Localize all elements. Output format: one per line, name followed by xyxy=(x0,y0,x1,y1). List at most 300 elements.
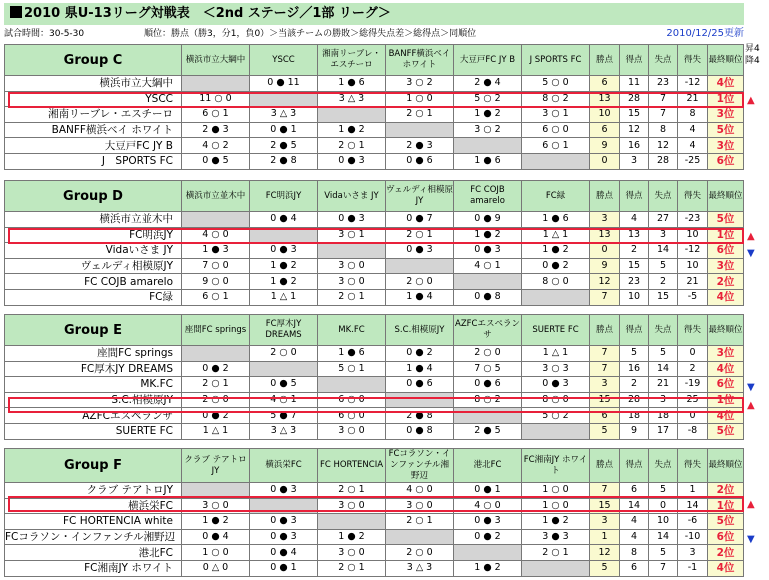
opponent-header: 横浜栄FC xyxy=(250,449,318,483)
match-result: 2 ○ 0 xyxy=(386,274,454,290)
table-row xyxy=(5,498,744,514)
stat-gf: 15 xyxy=(620,258,649,274)
opponent-header: 湘南リーブレ・エスチーロ xyxy=(318,45,386,76)
relegation-arrow-icon: ▼ xyxy=(747,248,755,260)
final-rank: 5位 xyxy=(708,514,744,530)
match-result: 2 ○ 1 xyxy=(386,227,454,243)
table-row xyxy=(5,107,744,123)
match-result: 6 ○ 0 xyxy=(522,122,590,138)
update-date: 2010/12/25更新 xyxy=(666,28,744,39)
match-result: 5 ○ 2 xyxy=(454,91,522,107)
info-bar xyxy=(4,27,744,41)
stat-gf: 8 xyxy=(620,545,649,561)
stat-gf: 6 xyxy=(620,483,649,499)
match-result: 1 ● 2 xyxy=(250,258,318,274)
match-result: 0 ● 2 xyxy=(522,258,590,274)
match-result: 0 ● 6 xyxy=(386,153,454,169)
match-result: 2 ○ 1 xyxy=(318,289,386,305)
stat-pts: 10 xyxy=(590,107,620,123)
stat-pts: 5 xyxy=(590,560,620,576)
stat-gd: -23 xyxy=(678,212,708,228)
match-result: 0 ● 3 xyxy=(250,514,318,530)
group-table xyxy=(4,448,744,577)
group-table xyxy=(4,44,744,170)
stat-gd: 2 xyxy=(678,361,708,377)
group-name: Group F xyxy=(5,449,182,483)
stat-header: 得失 xyxy=(678,45,708,76)
stat-header: 得失 xyxy=(678,181,708,212)
team-name: SUERTE FC xyxy=(5,423,182,439)
match-result: 4 ○ 0 xyxy=(182,227,250,243)
stat-ga: 2 xyxy=(649,274,678,290)
table-row xyxy=(5,274,744,290)
match-result xyxy=(250,227,318,243)
stat-ga: 28 xyxy=(649,153,678,169)
match-result: 1 ● 4 xyxy=(386,361,454,377)
match-result: 2 ○ 0 xyxy=(386,545,454,561)
match-result: 3 ○ 2 xyxy=(386,76,454,92)
table-row xyxy=(5,212,744,228)
stat-ga: 3 xyxy=(649,227,678,243)
table-row xyxy=(5,560,744,576)
match-result: 0 ● 8 xyxy=(454,289,522,305)
match-result: 0 ● 4 xyxy=(250,545,318,561)
match-result: 1 ● 2 xyxy=(454,227,522,243)
final-rank: 1位 xyxy=(708,498,744,514)
match-result: 3 ○ 3 xyxy=(522,361,590,377)
team-name: FC COJB amarelo xyxy=(5,274,182,290)
match-result: 2 ○ 1 xyxy=(318,560,386,576)
table-row xyxy=(5,227,744,243)
match-result xyxy=(522,423,590,439)
stat-ga: 5 xyxy=(649,483,678,499)
stat-pts: 6 xyxy=(590,122,620,138)
opponent-header: FC厚木JY DREAMS xyxy=(250,315,318,346)
team-name: BANFF横浜ベイ ホワイト xyxy=(5,122,182,138)
match-result: 2 ○ 0 xyxy=(250,346,318,362)
match-result xyxy=(318,377,386,393)
opponent-header: クラブ テアトロJY xyxy=(182,449,250,483)
match-result xyxy=(386,122,454,138)
table-row xyxy=(5,122,744,138)
match-result: 4 ○ 0 xyxy=(386,483,454,499)
match-result: 0 ● 7 xyxy=(386,212,454,228)
stat-pts: 15 xyxy=(590,392,620,408)
stat-pts: 7 xyxy=(590,346,620,362)
opponent-header: 大豆戸FC JY B xyxy=(454,45,522,76)
match-result: 1 ● 2 xyxy=(318,122,386,138)
stat-pts: 3 xyxy=(590,514,620,530)
group-name: Group D xyxy=(5,181,182,212)
match-result: 3 ○ 0 xyxy=(182,498,250,514)
opponent-header: FC HORTENCIA xyxy=(318,449,386,483)
team-name: S.C.相模原JY xyxy=(5,392,182,408)
relegation-arrow-icon: ▼ xyxy=(747,533,755,545)
match-result: 5 ○ 2 xyxy=(522,408,590,424)
team-name: 湘南リーブレ・エスチーロ xyxy=(5,107,182,123)
relegation-arrow-icon: ▼ xyxy=(747,382,755,394)
match-result: 2 ○ 1 xyxy=(182,377,250,393)
match-result: 2 ○ 1 xyxy=(318,483,386,499)
match-result xyxy=(250,91,318,107)
table-row xyxy=(5,243,744,259)
table-row xyxy=(5,346,744,362)
stat-gd: -5 xyxy=(678,289,708,305)
match-result: 2 ● 4 xyxy=(454,76,522,92)
match-time: 試合時間：30-5-30 xyxy=(4,29,85,39)
square-bullet-icon xyxy=(10,6,22,18)
promotion-arrow-icon: ▲ xyxy=(747,231,755,243)
stat-header: 勝点 xyxy=(590,181,620,212)
match-result: 8 ○ 2 xyxy=(522,91,590,107)
team-name: クラブ テアトロJY xyxy=(5,483,182,499)
stat-gf: 3 xyxy=(620,153,649,169)
stat-gf: 2 xyxy=(620,377,649,393)
match-result: 1 ● 6 xyxy=(454,153,522,169)
group-table xyxy=(4,180,744,306)
team-name: FC HORTENCIA white xyxy=(5,514,182,530)
match-result: 11 ○ 0 xyxy=(182,91,250,107)
match-result: 4 ○ 1 xyxy=(454,258,522,274)
stat-gd: 21 xyxy=(678,91,708,107)
final-rank: 4位 xyxy=(708,560,744,576)
match-result: 6 ○ 0 xyxy=(318,408,386,424)
match-result xyxy=(454,408,522,424)
match-result: 4 ○ 0 xyxy=(454,498,522,514)
final-rank: 4位 xyxy=(708,408,744,424)
stat-ga: 14 xyxy=(649,529,678,545)
match-result xyxy=(454,274,522,290)
team-name: 港北FC xyxy=(5,545,182,561)
table-row xyxy=(5,483,744,499)
stat-gd: 3 xyxy=(678,545,708,561)
stat-pts: 13 xyxy=(590,227,620,243)
final-rank: 1位 xyxy=(708,227,744,243)
match-result xyxy=(182,76,250,92)
match-result xyxy=(318,107,386,123)
stat-pts: 13 xyxy=(590,91,620,107)
match-result: 1 ● 6 xyxy=(522,212,590,228)
match-result: 2 ● 3 xyxy=(182,122,250,138)
match-result: 0 ● 3 xyxy=(250,483,318,499)
stat-gd: 25 xyxy=(678,392,708,408)
stat-gf: 18 xyxy=(620,408,649,424)
stat-header: 勝点 xyxy=(590,315,620,346)
opponent-header: S.C.相模原JY xyxy=(386,315,454,346)
final-rank: 3位 xyxy=(708,138,744,154)
stat-pts: 6 xyxy=(590,408,620,424)
table-row xyxy=(5,153,744,169)
match-result: 0 ● 2 xyxy=(386,346,454,362)
stat-gf: 13 xyxy=(620,227,649,243)
stat-ga: 23 xyxy=(649,76,678,92)
match-result: 2 ● 8 xyxy=(250,153,318,169)
match-result: 0 ● 3 xyxy=(454,514,522,530)
match-result: 3 △ 3 xyxy=(386,560,454,576)
group-name: Group C xyxy=(5,45,182,76)
match-result: 3 △ 3 xyxy=(250,107,318,123)
match-result: 6 ○ 1 xyxy=(522,138,590,154)
match-result: 3 ○ 0 xyxy=(318,498,386,514)
stat-gd: 10 xyxy=(678,227,708,243)
match-result: 1 ○ 0 xyxy=(522,483,590,499)
match-result: 7 ○ 5 xyxy=(454,361,522,377)
table-row xyxy=(5,408,744,424)
opponent-header: BANFF横浜ベイ ホワイト xyxy=(386,45,454,76)
team-name: MK.FC xyxy=(5,377,182,393)
opponent-header: FC緑 xyxy=(522,181,590,212)
stat-header: 最終順位 xyxy=(708,181,744,212)
stat-pts: 12 xyxy=(590,545,620,561)
stat-ga: 12 xyxy=(649,138,678,154)
match-result: 3 ● 3 xyxy=(522,529,590,545)
opponent-header: FC湘南JY ホワイト xyxy=(522,449,590,483)
table-row xyxy=(5,289,744,305)
match-result: 0 ● 2 xyxy=(182,361,250,377)
match-result: 3 △ 3 xyxy=(318,91,386,107)
match-result: 2 ○ 0 xyxy=(182,392,250,408)
match-result: 9 ○ 0 xyxy=(182,274,250,290)
team-name: 大豆戸FC JY B xyxy=(5,138,182,154)
final-rank: 2位 xyxy=(708,545,744,561)
match-result: 0 ● 3 xyxy=(318,212,386,228)
stat-gf: 23 xyxy=(620,274,649,290)
match-result xyxy=(386,529,454,545)
stat-ga: 7 xyxy=(649,91,678,107)
match-result xyxy=(522,153,590,169)
team-name: FC明浜JY xyxy=(5,227,182,243)
stat-pts: 3 xyxy=(590,377,620,393)
match-result: 0 △ 0 xyxy=(182,560,250,576)
match-result: 2 ○ 1 xyxy=(386,514,454,530)
match-result: 3 ○ 1 xyxy=(318,227,386,243)
stat-gd: 14 xyxy=(678,498,708,514)
team-name: J SPORTS FC xyxy=(5,153,182,169)
group-header-row xyxy=(5,449,744,483)
match-result: 1 ○ 0 xyxy=(522,498,590,514)
final-rank: 5位 xyxy=(708,122,744,138)
match-result: 0 ● 4 xyxy=(182,529,250,545)
match-result: 1 △ 1 xyxy=(522,346,590,362)
match-result: 0 ● 1 xyxy=(250,122,318,138)
group-table xyxy=(4,314,744,440)
opponent-header: J SPORTS FC xyxy=(522,45,590,76)
match-result xyxy=(386,258,454,274)
match-result: 0 ● 11 xyxy=(250,76,318,92)
match-result: 0 ● 1 xyxy=(454,483,522,499)
stat-header: 勝点 xyxy=(590,449,620,483)
match-result: 0 ● 4 xyxy=(250,212,318,228)
stat-gd: 4 xyxy=(678,138,708,154)
promotion-note: 昇4 xyxy=(745,44,760,54)
stat-ga: 5 xyxy=(649,545,678,561)
stat-pts: 0 xyxy=(590,243,620,259)
match-result: 3 ○ 2 xyxy=(454,122,522,138)
stat-ga: 21 xyxy=(649,377,678,393)
table-row xyxy=(5,392,744,408)
match-result: 0 ● 3 xyxy=(250,243,318,259)
group-name: Group E xyxy=(5,315,182,346)
match-result: 6 ○ 1 xyxy=(182,107,250,123)
match-result xyxy=(250,498,318,514)
match-result xyxy=(318,514,386,530)
opponent-header: Vidaいさま JY xyxy=(318,181,386,212)
final-rank: 4位 xyxy=(708,289,744,305)
match-result: 2 ● 5 xyxy=(454,423,522,439)
match-result: 5 ● 7 xyxy=(250,408,318,424)
stat-header: 得点 xyxy=(620,315,649,346)
stat-gd: 0 xyxy=(678,346,708,362)
group-header-row xyxy=(5,181,744,212)
table-row xyxy=(5,377,744,393)
match-result: 0 ● 5 xyxy=(182,153,250,169)
stat-gd: 0 xyxy=(678,408,708,424)
stat-gd: -1 xyxy=(678,560,708,576)
match-result: 2 ○ 1 xyxy=(318,138,386,154)
final-rank: 2位 xyxy=(708,274,744,290)
team-name: 横浜市立大綱中 xyxy=(5,76,182,92)
match-result xyxy=(182,346,250,362)
stat-pts: 0 xyxy=(590,153,620,169)
stat-pts: 1 xyxy=(590,529,620,545)
stat-ga: 3 xyxy=(649,392,678,408)
page-title xyxy=(4,3,744,25)
match-result xyxy=(318,243,386,259)
match-result: 1 △ 1 xyxy=(250,289,318,305)
stat-gf: 28 xyxy=(620,91,649,107)
opponent-header: 座間FC springs xyxy=(182,315,250,346)
stat-pts: 6 xyxy=(590,76,620,92)
match-result: 6 ○ 0 xyxy=(318,392,386,408)
team-name: YSCC xyxy=(5,91,182,107)
match-result: 0 ● 8 xyxy=(386,423,454,439)
match-result: 2 ○ 1 xyxy=(522,545,590,561)
team-name: Vidaいさま JY xyxy=(5,243,182,259)
match-result xyxy=(522,289,590,305)
stat-header: 失点 xyxy=(649,45,678,76)
opponent-header: SUERTE FC xyxy=(522,315,590,346)
match-result: 0 ● 9 xyxy=(454,212,522,228)
match-result: 1 △ 1 xyxy=(182,423,250,439)
table-row xyxy=(5,91,744,107)
match-result xyxy=(250,361,318,377)
stat-gd: 1 xyxy=(678,483,708,499)
opponent-header: 横浜市立大綱中 xyxy=(182,45,250,76)
stat-pts: 7 xyxy=(590,361,620,377)
promotion-arrow-icon: ▲ xyxy=(747,399,755,411)
ranking-rule: 順位：勝点（勝3，分1，負0）＞当該チームの勝敗＞総得失点差＞総得点＞同順位 xyxy=(144,29,477,39)
table-row xyxy=(5,545,744,561)
stat-header: 得失 xyxy=(678,449,708,483)
opponent-header: FC明浜JY xyxy=(250,181,318,212)
table-row xyxy=(5,514,744,530)
final-rank: 4位 xyxy=(708,76,744,92)
table-row xyxy=(5,423,744,439)
match-result: 0 ● 2 xyxy=(182,408,250,424)
match-result: 7 ○ 0 xyxy=(182,258,250,274)
match-result xyxy=(182,483,250,499)
stat-gf: 11 xyxy=(620,76,649,92)
stat-gd: -19 xyxy=(678,377,708,393)
final-rank: 3位 xyxy=(708,107,744,123)
opponent-header: YSCC xyxy=(250,45,318,76)
stat-header: 失点 xyxy=(649,315,678,346)
stat-gd: 10 xyxy=(678,258,708,274)
opponent-header: ヴェルディ相模原JY xyxy=(386,181,454,212)
match-result: 0 ● 3 xyxy=(386,243,454,259)
match-result: 1 △ 1 xyxy=(522,227,590,243)
match-result: 3 ○ 0 xyxy=(386,498,454,514)
final-rank: 3位 xyxy=(708,346,744,362)
stat-gf: 15 xyxy=(620,107,649,123)
match-result: 3 ○ 1 xyxy=(522,107,590,123)
opponent-header: 横浜市立並木中 xyxy=(182,181,250,212)
final-rank: 2位 xyxy=(708,483,744,499)
final-rank: 6位 xyxy=(708,529,744,545)
match-result xyxy=(454,138,522,154)
match-result: 3 ○ 0 xyxy=(318,258,386,274)
stat-pts: 9 xyxy=(590,138,620,154)
stat-header: 得点 xyxy=(620,449,649,483)
stat-header: 得失 xyxy=(678,315,708,346)
stat-gd: -12 xyxy=(678,76,708,92)
match-result: 3 ○ 0 xyxy=(318,545,386,561)
stat-ga: 10 xyxy=(649,514,678,530)
team-name: 横浜市立並木中 xyxy=(5,212,182,228)
match-result xyxy=(522,560,590,576)
stat-gf: 4 xyxy=(620,529,649,545)
final-rank: 5位 xyxy=(708,212,744,228)
match-result: 6 ○ 1 xyxy=(182,289,250,305)
opponent-header: FC COJB amarelo xyxy=(454,181,522,212)
stat-gd: 21 xyxy=(678,274,708,290)
table-row xyxy=(5,76,744,92)
stat-gd: -8 xyxy=(678,423,708,439)
match-result: 0 ● 3 xyxy=(250,529,318,545)
stat-pts: 3 xyxy=(590,212,620,228)
final-rank: 5位 xyxy=(708,423,744,439)
stat-gf: 6 xyxy=(620,560,649,576)
stat-header: 得点 xyxy=(620,45,649,76)
table-row xyxy=(5,138,744,154)
final-rank: 1位 xyxy=(708,392,744,408)
match-result: 2 ○ 1 xyxy=(386,107,454,123)
team-name: ヴェルディ相模原JY xyxy=(5,258,182,274)
team-name: 横浜栄FC xyxy=(5,498,182,514)
match-result: 1 ● 2 xyxy=(454,107,522,123)
match-result: 1 ● 2 xyxy=(250,274,318,290)
stat-gf: 2 xyxy=(620,243,649,259)
stat-header: 失点 xyxy=(649,181,678,212)
stat-header: 失点 xyxy=(649,449,678,483)
final-rank: 4位 xyxy=(708,361,744,377)
final-rank: 1位 xyxy=(708,91,744,107)
match-result: 3 △ 3 xyxy=(250,423,318,439)
stat-ga: 7 xyxy=(649,560,678,576)
match-result: 0 ● 5 xyxy=(250,377,318,393)
match-result: 0 ● 2 xyxy=(454,529,522,545)
match-result xyxy=(454,545,522,561)
match-result: 3 ○ 0 xyxy=(318,274,386,290)
match-result xyxy=(386,392,454,408)
promotion-legend xyxy=(745,43,760,67)
table-row xyxy=(5,361,744,377)
relegation-note: 降4 xyxy=(745,56,760,66)
stat-header: 最終順位 xyxy=(708,449,744,483)
stat-ga: 17 xyxy=(649,423,678,439)
stat-ga: 5 xyxy=(649,346,678,362)
match-result: 1 ● 2 xyxy=(454,560,522,576)
